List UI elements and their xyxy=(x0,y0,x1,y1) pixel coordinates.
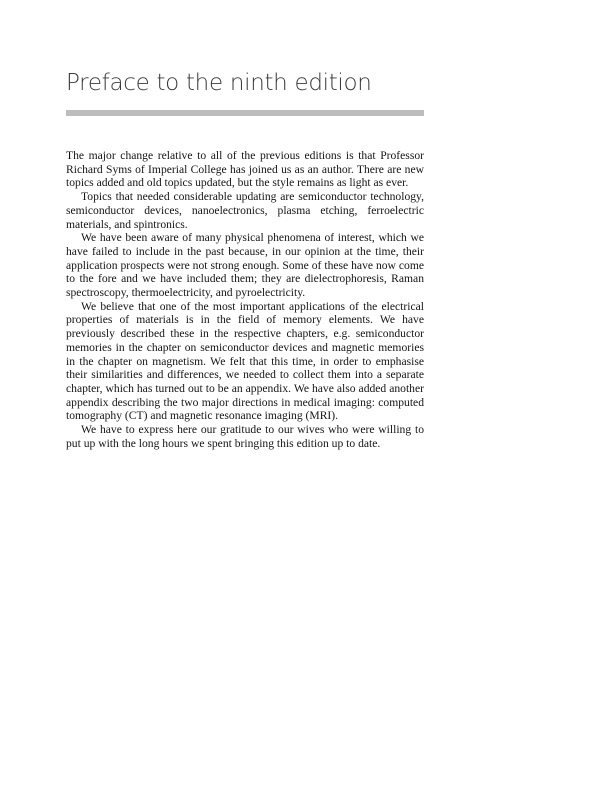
chapter-title: Preface to the ninth edition xyxy=(66,70,372,96)
preface-body xyxy=(66,149,424,450)
paragraph: We have to express here our gratitude to our wives who were willing to put up with the long hours we spent bringing this edition up to date. xyxy=(66,423,424,450)
title-rule xyxy=(66,110,424,116)
paragraph: Topics that needed considerable updating are semiconductor technology, semiconductor devices, nanoelectronics, plasma etching, ferroelectric materials, and spintronics. xyxy=(66,190,424,231)
paragraph: We have been aware of many physical phenomena of interest, which we have failed to include in the past because, in our opinion at the time, their application prospects were not strong enough. Some of these have now come to the fore and we have included them; they are dielectrophoresis, Raman spectroscopy, thermoelectricity, and pyroelectricity. xyxy=(66,231,424,300)
paragraph: The major change relative to all of the previous editions is that Professor Richard Syms of Imperial College has joined us as an author. There are new topics added and old topics updated, but the style remains as light as ever. xyxy=(66,149,424,190)
paragraph: We believe that one of the most important applications of the electrical properties of materials is in the field of memory elements. We have previously described these in the respective chapters, e.g. semiconductor memories in the chapter on semiconductor devices and magnetic memories in the chapter on magnetism. We felt that this time, in order to emphasise their similarities and differences, we needed to collect them into a separate chapter, which has turned out to be an appendix. We have also added another appendix describing the two major directions in medical imaging: computed tomography (CT) and magnetic resonance imaging (MRI). xyxy=(66,299,424,423)
